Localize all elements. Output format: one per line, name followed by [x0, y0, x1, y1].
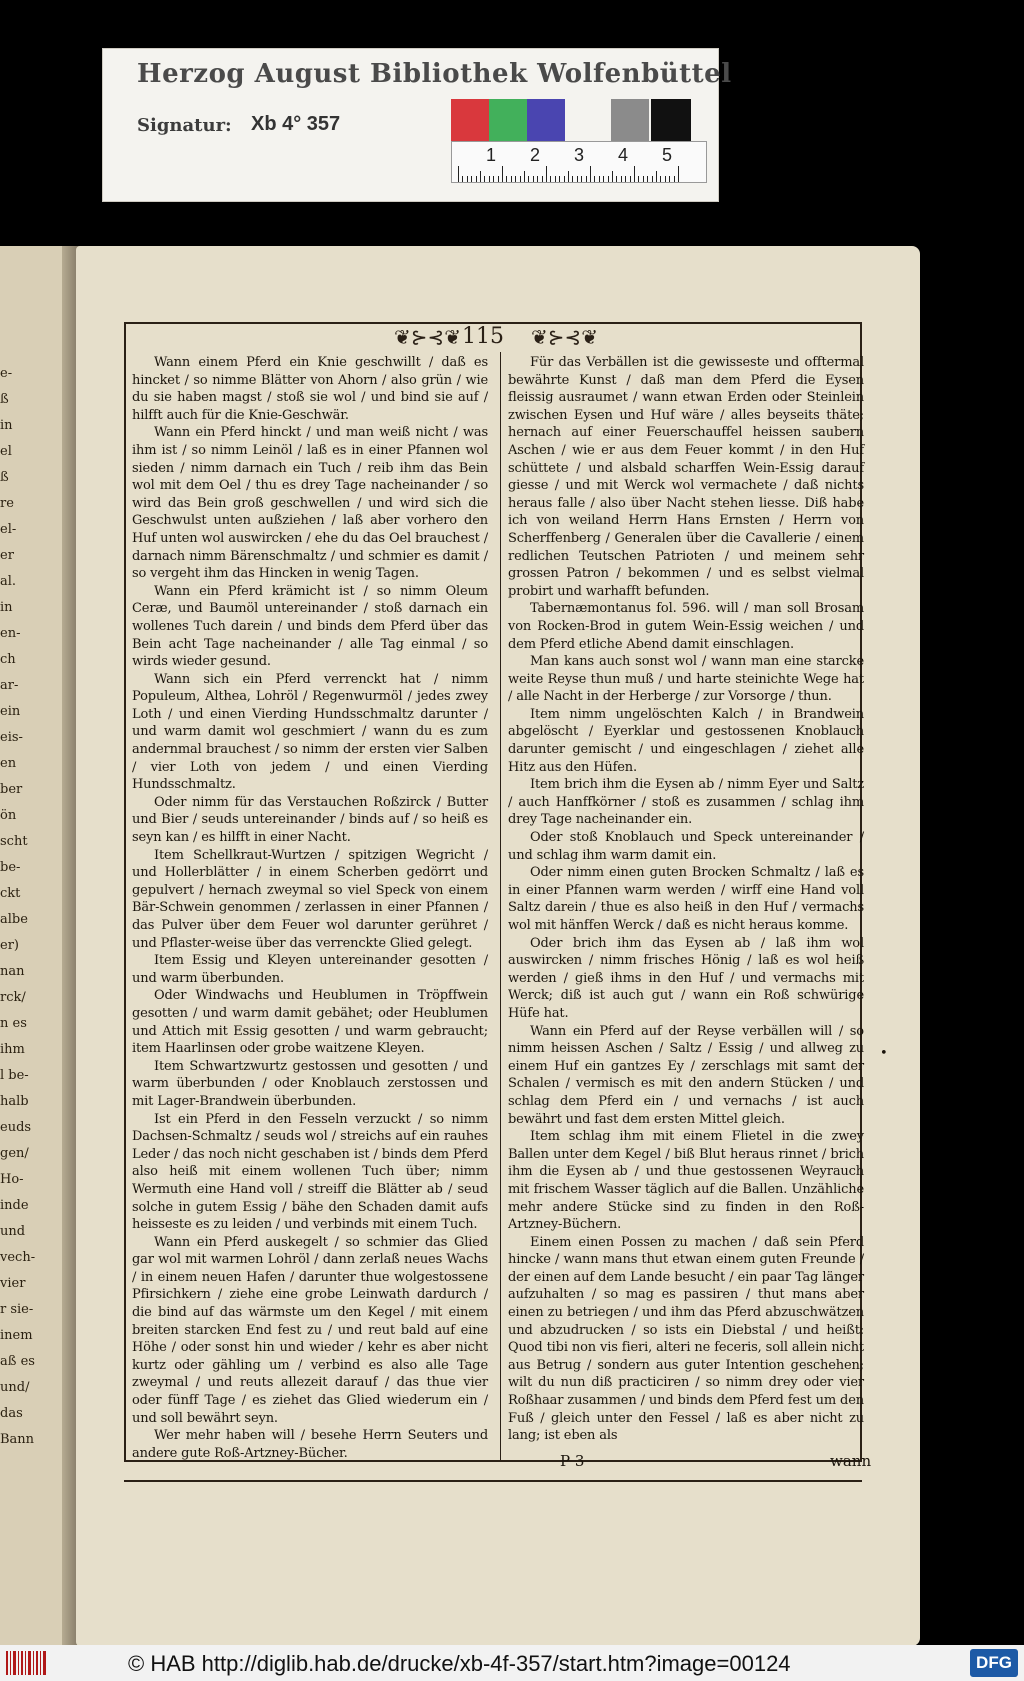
left-page-text-fragment: in: [0, 418, 13, 433]
left-page-text-fragment: Ho-: [0, 1172, 24, 1187]
column-divider: [500, 352, 501, 1460]
left-page-text-fragment: das: [0, 1406, 23, 1421]
left-page-text-fragment: halb: [0, 1094, 29, 1109]
paragraph: Wer mehr haben will / besehe Herrn Seuters und andere gute Roß-Artzney-Bücher.: [132, 1428, 488, 1461]
left-page-text-fragment: en: [0, 756, 17, 771]
ruler-tick: [537, 176, 538, 182]
color-swatch-white: [565, 99, 611, 141]
signature-value: Xb 4° 357: [251, 113, 341, 135]
library-name: Herzog August Bibliothek Wolfenbüttel: [137, 59, 732, 89]
left-page-text-fragment: l be-: [0, 1068, 29, 1083]
left-page-text-fragment: vier: [0, 1276, 26, 1291]
ruler-tick: [484, 176, 485, 182]
ruler-tick: [669, 176, 670, 182]
ruler-tick: [625, 176, 626, 182]
left-page-text-fragment: ein: [0, 704, 21, 719]
left-page-text-fragment: ß: [0, 470, 9, 485]
left-page-text-fragment: el-: [0, 522, 17, 537]
left-page-text-fragment: rck/: [0, 990, 26, 1005]
paragraph: Item Schellkraut-Wurtzen / spitzigen Wegricht / und Hollerblätter / in einem Scherben gedörrt und gepulvert / hernach zweymal so viel Speck von einem Bär-Schwein genommen / zerlassen in einer Pfannen / das Pulver über dem Feuer wol darunter gerühret / und Pflaster-weise über das verrenckte Glied gelegt.: [132, 847, 488, 951]
ruler-tick: [458, 166, 459, 182]
color-swatch: [451, 99, 489, 141]
ruler-tick: [462, 176, 463, 182]
ruler-tick: [603, 176, 604, 182]
left-page-text-fragment: n es: [0, 1016, 27, 1031]
left-page-text-fragment: inde: [0, 1198, 29, 1213]
ruler-number: 4: [618, 145, 629, 165]
ruler-tick: [599, 176, 600, 182]
paragraph: Einem einen Possen zu machen / daß sein Pferd hincke / wann mans thut etwan einem guten Freunde / der einen auf dem Lande besucht / ein paar Tag länger aufzuhalten / so mag es passiren / thut mans aber einen zu betriegen / und ihm das Pferd abzuschwätzen und abzudrucken / so ists ein Diebstal / und heißt: Quod tibi non vis fieri, alteri ne feceris, soll allein nicht aus Betrug / sondern aus guter Intention geschehen; wilt du nun diß practiciren / so nimm drey oder vier Roßhaar zusammen / und binds dem Pferd fest um den Fuß / gleich unter den Fessel / laß es aber nicht zu lang; ist eben als: [508, 1234, 864, 1444]
ruler-tick: [564, 176, 565, 182]
ruler-tick: [506, 176, 507, 182]
ruler-tick: [533, 176, 534, 182]
left-page-text-fragment: inem: [0, 1328, 33, 1343]
ruler-tick: [550, 176, 551, 182]
copyright-url[interactable]: © HAB http://diglib.hab.de/drucke/xb-4f-357/start.htm?image=00124: [128, 1651, 791, 1676]
left-page-text-fragment: ckt: [0, 886, 21, 901]
ruler-tick: [511, 176, 512, 182]
ruler-tick: [638, 176, 639, 182]
ruler-tick: [647, 176, 648, 182]
catchword: wann: [830, 1452, 872, 1470]
ruler-tick: [572, 176, 573, 182]
left-page-text-fragment: vech-: [0, 1250, 36, 1265]
paragraph: Wann sich ein Pferd verrenckt hat / nimm Populeum, Althea, Lohröl / Regenwurmöl / jedes zwey Loth / und einen Vierding Hundsschmaltz darunter / und warm damit wol geschmiert / wann du es zum andernmal brauchest / so nimm der ersten vier Salben / vier Loth von jedem / und einen Vierding Hundsschmaltz.: [132, 671, 488, 793]
paragraph: Wann ein Pferd auf der Reyse verbällen will / so nimm heissen Aschen / Saltz / Essig / und allweg zu einem Huf ein gantzes Ey / zerschlags mit samt der Schalen / vermisch es mit den andern Stücken / und schlag dem Pferd ein / und vernachs / ist auch bewährt und fast dem ersten Mittel gleich.: [508, 1023, 864, 1127]
ruler-tick: [656, 171, 657, 182]
paragraph: Oder Windwachs und Heublumen in Tröpffwein gesotten / und warm damit gebähet; oder Heublumen und Attich mit Essig gesotten / und warm gebraucht; item Haarlinsen oder grobe waitzene Kleyen.: [132, 988, 488, 1057]
barcode-icon: [6, 1651, 48, 1675]
left-page-text-fragment: scht: [0, 834, 28, 849]
left-page-text-fragment: Bann: [0, 1432, 35, 1447]
book-page: [76, 246, 920, 1646]
ruler-number: 2: [530, 145, 541, 165]
margin-mark: •: [880, 1046, 888, 1061]
ruler-tick: [480, 171, 481, 182]
left-page-text-fragment: ß: [0, 392, 9, 407]
ruler-tick: [634, 166, 635, 182]
ruler-tick: [590, 166, 591, 182]
paragraph: Oder brich ihm das Eysen ab / laß ihm wol auswircken / nimm frisches Hönig / laß es wol heiß werden / gieß ihms in den Huf / und vermachs mit Werck; diß ist auch gut / wann ein Roß schwürige Hüfe hat.: [508, 935, 864, 1021]
ruler-tick: [489, 176, 490, 182]
paragraph: Oder nimm für das Verstauchen Roßzirck / Butter und Bier / seuds untereinander / binds auf / so heiß es seyn kan / es hilfft in einer Nacht.: [132, 794, 488, 846]
left-page-text-fragment: ch: [0, 652, 16, 667]
paragraph: Item Essig und Kleyen untereinander gesotten / und warm überbunden.: [132, 953, 488, 986]
left-page-text-fragment: ihm: [0, 1042, 25, 1057]
ruler-tick: [524, 171, 525, 182]
left-page-text-fragment: eis-: [0, 730, 23, 745]
left-page-text-fragment: albe: [0, 912, 28, 927]
ruler-number: 1: [486, 145, 497, 165]
paragraph: Wann ein Pferd hinckt / und man weiß nicht / was ihm ist / so nimm Leinöl / laß es in einer Pfannen wol sieden / nimm darnach ein Tuch / reib ihm das Bein wol mit dem Oel / thu es drey Tage nacheinander / so wird das Bein groß geschwellen / und wird sich die Geschwulst unten außziehen / laß aber vorhero den Huf unten wol auswircken / ehe du das Oel brauchest / darnach nimm Bärenschmaltz / und schmier es damit / so vergeht ihm das Hincken in wenig Tagen.: [132, 425, 488, 582]
left-page-text-fragment: aß es: [0, 1354, 35, 1369]
page-number: 115: [462, 324, 504, 349]
paragraph: Item schlag ihm mit einem Flietel in die zwey Ballen unter dem Kegel / biß Blut heraus rinnet / brich ihm die Eysen ab / und thue gestossenen Weyrauch mit frischem Wasser täglich auf die Ballen. Unzähliche mehr andere Stücke sind zu finden in den Roß-Artzney-Büchern.: [508, 1129, 864, 1233]
right-text-column: [508, 354, 864, 1460]
signature-label: Signatur:: [137, 115, 232, 136]
ruler-tick: [528, 176, 529, 182]
ruler-tick: [678, 166, 679, 182]
ruler-tick: [467, 176, 468, 182]
left-page-text-fragment: nan: [0, 964, 25, 979]
ruler-tick: [652, 176, 653, 182]
paragraph: Ist ein Pferd in den Fesseln verzuckt / so nimm Dachsen-Schmaltz / seuds wol / streichs auf ein rauhes Leder / das noch nicht geschaben ist / binds dem Pferd also heiß mit einem wollenen Tuch über; nimm Wermuth eine Hand voll / streiff die Blätter ab / seud solche in gutem Essig / bähe den Schaden damit aufs heisseste es zu leiden / und verbinds mit einem Tuch.: [132, 1111, 488, 1233]
ruler-number: 5: [662, 145, 673, 165]
paragraph: Tabernæmontanus fol. 596. will / man soll Brosam von Rocken-Brod in gutem Wein-Essig weichen / und dem Pferd etliche Abend damit einschlagen.: [508, 601, 864, 652]
left-page-text-fragment: ar-: [0, 678, 19, 693]
ruler-tick: [581, 176, 582, 182]
ruler-tick: [608, 176, 609, 182]
ruler-tick: [559, 176, 560, 182]
left-page-text-fragment: el: [0, 444, 12, 459]
ruler-tick: [520, 176, 521, 182]
ruler-tick: [493, 176, 494, 182]
ruler-tick: [546, 166, 547, 182]
dfg-logo: DFG: [970, 1649, 1018, 1677]
paragraph: Item nimm ungelöschten Kalch / in Brandwein abgelöscht / Eyerklar und gestossenen Knoblauch darunter gemischt / und eingeschlagen / ziehet alle Hitz aus den Hüfen.: [508, 706, 864, 775]
color-swatch: [611, 99, 649, 141]
ruler-tick: [476, 176, 477, 182]
color-swatch: [527, 99, 565, 141]
paragraph: Man kans auch sonst wol / wann man eine starcke weite Reyse thun muß / und harte steinichte Wege hat / alle Nacht in der Herberge / zur Vorsorge / thun.: [508, 654, 864, 705]
left-page-text-fragment: er: [0, 548, 14, 563]
ruler-tick: [586, 176, 587, 182]
left-page-text-fragment: euds: [0, 1120, 32, 1135]
color-swatch: [489, 99, 527, 141]
ruler-tick: [665, 176, 666, 182]
paragraph: Wann einem Pferd ein Knie geschwillt / daß es hincket / so nimme Blätter von Ahorn / also grün / wie du sie haben magst / stoß sie wol / und bind sie auf / hilfft auch für die Knie-Geschwär.: [132, 355, 488, 423]
ruler-tick: [498, 176, 499, 182]
bottom-rule: [124, 1480, 862, 1482]
calibration-ruler: [451, 141, 707, 183]
ruler-tick: [502, 166, 503, 182]
left-page-text-fragment: gen/: [0, 1146, 29, 1161]
left-page-text-fragment: be-: [0, 860, 21, 875]
left-page-text-fragment: ön: [0, 808, 17, 823]
ruler-tick: [621, 176, 622, 182]
ruler-tick: [630, 176, 631, 182]
color-calibration-swatches: [451, 99, 703, 141]
paragraph: Item brich ihm die Eysen ab / nimm Eyer und Saltz / auch Hanffkörner / stoß es zusammen / schlag ihm drey Tage nacheinander ein.: [508, 777, 864, 828]
left-page-text-fragment: en-: [0, 626, 21, 641]
header-ornament-left: ❦⊱⊰❦: [394, 325, 462, 349]
ruler-tick: [542, 176, 543, 182]
ruler-tick: [515, 176, 516, 182]
left-page-text-fragment: und: [0, 1224, 26, 1239]
left-page-text-fragment: er): [0, 938, 19, 953]
left-page-text-fragment: in: [0, 600, 13, 615]
ruler-tick: [612, 171, 613, 182]
ruler-tick: [674, 176, 675, 182]
footer-bar: [0, 1645, 1024, 1681]
library-label-card: [102, 48, 732, 202]
ruler-tick: [660, 176, 661, 182]
ruler-tick: [555, 176, 556, 182]
color-swatch: [651, 99, 691, 141]
ruler-tick: [616, 176, 617, 182]
printer-signature-mark: P 3: [560, 1452, 585, 1470]
left-page-text-fragment: re: [0, 496, 14, 511]
left-page-text-fragment: r sie-: [0, 1302, 34, 1317]
left-page-text-fragment: e-: [0, 366, 13, 381]
paragraph: Wann ein Pferd krämicht ist / so nimm Oleum Ceræ, und Baumöl untereinander / stoß darnach ein wollenes Tuch darein / und binds dem Pferd über das Bein acht Tage nacheinander / alle Tag einmal / so wirds wieder gesund.: [132, 583, 488, 670]
ruler-tick: [594, 176, 595, 182]
ruler-tick: [577, 176, 578, 182]
ruler-tick: [471, 176, 472, 182]
paragraph: Oder nimm einen guten Brocken Schmaltz / laß es in einer Pfannen warm werden / wirff eine Hand voll Saltz darein / thue es also heiß in den Huf / vermachs wol mit hänffen Werck / daß es nicht heraus komme.: [508, 865, 864, 933]
ruler-tick: [568, 171, 569, 182]
paragraph: Wann ein Pferd auskegelt / so schmier das Glied gar wol mit warmen Lohröl / dann zerlaß neues Wachs / in einem neuen Hafen / darunter thue wolgestossene Pfirsichkern / ziehe eine grobe Leinwath dardurch / die bind auf das wärmste um den Kegel / mit einem breiten starcken End fest zu / und reut bald auf eine Höhe / oder sonst hin und wieder / kehr es aber nicht kurtz oder gähling um / verbind es also alle Tage zweymal / und reuts allezeit darauf / das thue vier oder fünff Tage / es ziehet das Glied wiederum ein / und soll bewährt seyn.: [132, 1234, 488, 1426]
left-page-text-fragment: ber: [0, 782, 23, 797]
paragraph: Item Schwartzwurtz gestossen und gesotten / und warm überbunden / oder Knoblauch zerstossen und mit Lager-Brandwein überbunden.: [132, 1058, 488, 1109]
ruler-number: 3: [574, 145, 585, 165]
paragraph: Oder stoß Knoblauch und Speck untereinander / und schlag ihm warm damit ein.: [508, 830, 864, 863]
left-page-text-fragment: al.: [0, 574, 17, 589]
left-text-column: [132, 354, 488, 1460]
paragraph: Für das Verbällen ist die gewisseste und offtermal bewährte Kunst / daß man dem Pferd die Eysen fleissig ausraumet / wann etwan Erden oder Steinlein zwischen Eysen und Huf wäre / alles beyseits thäte; hernach auf einer Feuerschauffel heissen saubern Aschen / wie er aus dem Feuer kommt / in den Huf schüttete / und alsbald scharffen Wein-Essig darauf giesse / und mit Werck wol vermachete / daß nichts heraus falle / also über Nacht stehen liesse. Diß habe ich von weiland Herrn Hans Ernsten / Herrn von Scherffenberg / Generalen über die Cavallerie / einem redlichen Teutschen Patrioten / und meinem sehr grossen Patron / bekommen / und es selbst vielmal probirt und warhafft befunden.: [508, 355, 864, 599]
ruler-tick: [643, 176, 644, 182]
header-ornament-right: ❦⊱⊰❦: [530, 325, 598, 349]
left-page-text-fragment: und/: [0, 1380, 30, 1395]
